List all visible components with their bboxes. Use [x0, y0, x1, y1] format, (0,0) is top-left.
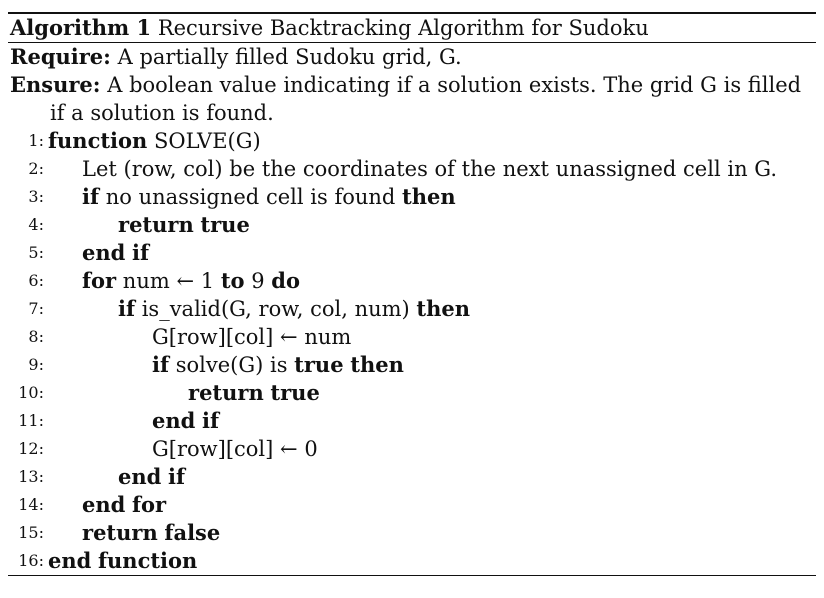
code-line [8, 323, 816, 351]
line-number: 15: [18, 523, 44, 542]
line-number: 9: [28, 355, 44, 374]
line-number: 5: [28, 243, 44, 262]
line-number: 10: [18, 383, 44, 402]
require-label: Require: [10, 44, 111, 69]
code-line [8, 127, 816, 155]
line-number: 6: [28, 271, 44, 290]
line-code: return true [188, 380, 320, 405]
line-code: end if [118, 464, 186, 489]
line-code: end if [152, 408, 220, 433]
bottom-rule [8, 575, 816, 576]
line-number: 16: [18, 551, 44, 570]
code-line [8, 155, 816, 183]
line-code: end if [82, 240, 150, 265]
line-code: end function [48, 548, 198, 573]
code-line [8, 547, 816, 575]
line-number: 13: [18, 467, 44, 486]
caption-title: Recursive Backtracking Algorithm for Sudoku [157, 16, 649, 40]
code-line [8, 239, 816, 267]
caption-label: Algorithm 1 [10, 15, 152, 40]
code-line [8, 211, 816, 239]
code-line [8, 267, 816, 295]
ensure-line [8, 71, 816, 127]
code-line [8, 407, 816, 435]
line-number: 2: [28, 159, 44, 178]
line-number: 3: [28, 187, 44, 206]
code-line [8, 463, 816, 491]
algorithm-caption [8, 14, 816, 42]
line-number: 1: [28, 131, 44, 150]
code-line [8, 435, 816, 463]
line-code: if is_valid(G, row, col, num) then [118, 296, 471, 321]
code-line [8, 295, 816, 323]
line-code: if no unassigned cell is found then [82, 184, 456, 209]
line-code: G[row][col] ← num [152, 325, 352, 349]
code-line [8, 183, 816, 211]
code-line [8, 491, 816, 519]
pseudocode-body [8, 127, 816, 575]
line-code: for num ← 1 to 9 do [82, 268, 300, 293]
line-code: return true [118, 212, 250, 237]
line-number: 8: [28, 327, 44, 346]
line-number: 4: [28, 215, 44, 234]
line-code: end for [82, 492, 167, 517]
ensure-text: A boolean value indicating if a solution exists. The grid G is filled if a solution is found. [50, 73, 802, 125]
require-line [8, 43, 816, 71]
line-code: if solve(G) is true then [152, 352, 404, 377]
line-code: G[row][col] ← 0 [152, 437, 318, 461]
line-code: Let (row, col) be the coordinates of the next unassigned cell in G. [82, 157, 777, 181]
line-code: function SOLVE(G) [48, 128, 261, 153]
algorithm-block [8, 12, 816, 576]
line-number: 7: [28, 299, 44, 318]
line-number: 12: [18, 439, 44, 458]
code-line [8, 519, 816, 547]
ensure-label: Ensure: [10, 72, 101, 97]
require-text: A partially filled Sudoku grid, G. [117, 45, 462, 69]
line-number: 14: [18, 495, 44, 514]
line-number: 11: [18, 411, 44, 430]
code-line [8, 379, 816, 407]
code-line [8, 351, 816, 379]
line-code: return false [82, 520, 221, 545]
